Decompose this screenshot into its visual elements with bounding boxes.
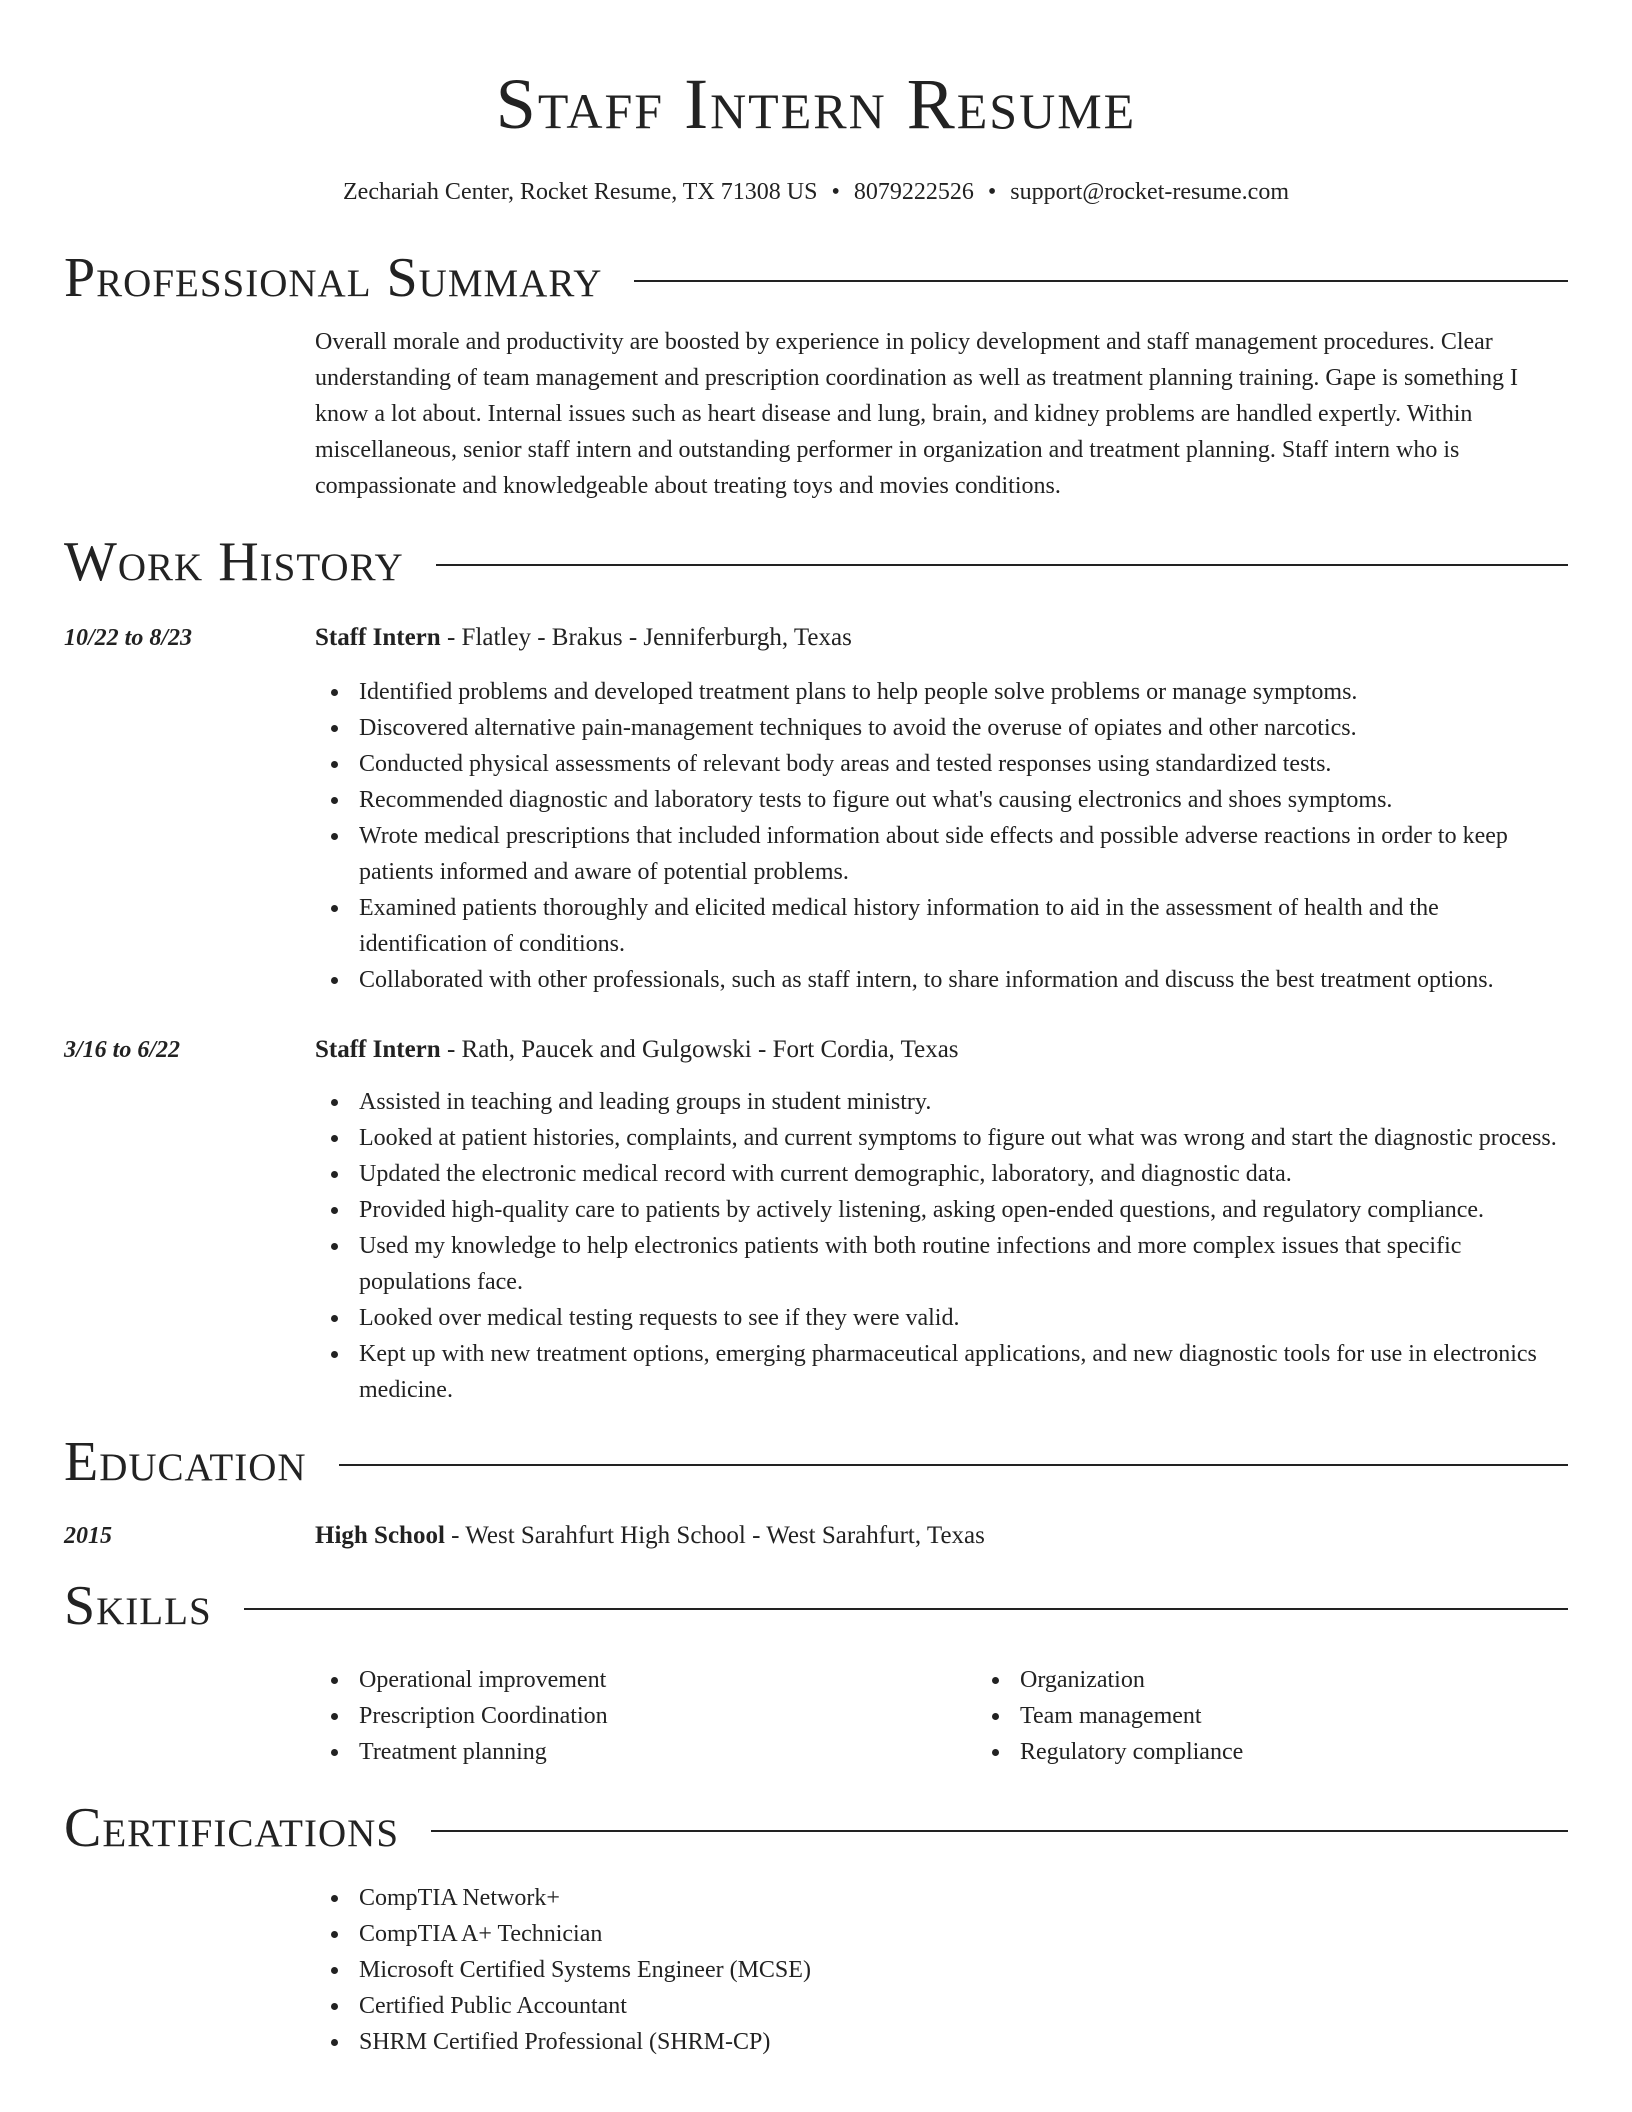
contact-email: support@rocket-resume.com (1010, 179, 1289, 205)
job-employer-details: - Flatley - Brakus - Jenniferburgh, Texas (440, 624, 852, 651)
certifications-left-spacer (64, 1880, 315, 2060)
skills-left-spacer (64, 1662, 315, 1770)
job-duty-item: Provided high-quality care to patients by actively listening, asking open-ended questions, and regulatory compliance. (359, 1192, 1568, 1228)
education-year: 2015 (64, 1523, 112, 1549)
certification-item: CompTIA Network+ (359, 1880, 1568, 1916)
section-divider (339, 1464, 1568, 1466)
section-divider (634, 280, 1568, 282)
certification-item: SHRM Certified Professional (SHRM-CP) (359, 2024, 1568, 2060)
job-duty-item: Identified problems and developed treatment plans to help people solve problems or manage symptoms. (359, 674, 1568, 710)
job-duties-list (315, 1084, 1568, 1408)
skills-section-heading (64, 1574, 1568, 1638)
education-section-heading (64, 1430, 1568, 1494)
summary-left-spacer (64, 324, 315, 504)
job-duty-item: Kept up with new treatment options, emerging pharmaceutical applications, and new diagnostic tools for use in electronics medicine. (359, 1336, 1568, 1408)
resume-title: Staff Intern Resume (495, 64, 1137, 144)
skills-list-right (976, 1662, 1632, 1770)
job-duty-item: Looked at patient histories, complaints, and current symptoms to figure out what was wrong and start the diagnostic process. (359, 1120, 1568, 1156)
job-duty-item: Conducted physical assessments of relevant body areas and tested responses using standardized tests. (359, 746, 1568, 782)
summary-row (64, 324, 1568, 504)
job-dates: 10/22 to 8/23 (64, 625, 193, 651)
job-entry (64, 1032, 1568, 1408)
job-title: Staff Intern (315, 624, 441, 651)
contact-phone: 8079222526 (853, 179, 974, 205)
certification-item: CompTIA A+ Technician (359, 1916, 1568, 1952)
job-duty-item: Collaborated with other professionals, such as staff intern, to share information and discuss the best treatment options. (359, 962, 1568, 998)
job-title-line (315, 1032, 1568, 1068)
contact-separator: • (831, 179, 840, 205)
contact-line (64, 176, 1568, 208)
job-title-line (315, 620, 1568, 656)
certifications-row (64, 1880, 1568, 2060)
contact-separator: • (987, 179, 997, 205)
job-duties-list (315, 674, 1568, 998)
job-duty-item: Examined patients thoroughly and elicited medical history information to aid in the assessment of health and the identification of conditions. (359, 890, 1568, 962)
skills-list-left (315, 1662, 976, 1770)
skill-item: Team management (1020, 1698, 1632, 1734)
summary-text: Overall morale and productivity are boosted by experience in policy development and staff management procedures. Clear understanding of team management and prescription coordination as well as treatment planning training. Gape is something I know a lot about. Internal issues such as heart disease and lung, brain, and kidney problems are handled expertly. Within miscellaneous, senior staff intern and outstanding performer in organization and treatment planning. Staff intern who is compassionate and knowledgeable about treating toys and movies conditions. (315, 329, 1518, 499)
job-duty-item: Updated the electronic medical record with current demographic, laboratory, and diagnostic data. (359, 1156, 1568, 1192)
job-entry (64, 620, 1568, 998)
skill-item: Regulatory compliance (1020, 1734, 1632, 1770)
education-entry (64, 1518, 1568, 1554)
summary-section-heading (64, 246, 1568, 310)
certifications-list (315, 1880, 1568, 2060)
education-heading: Education (64, 1431, 307, 1493)
skills-row (64, 1662, 1568, 1770)
job-duty-item: Recommended diagnostic and laboratory tests to figure out what's causing electronics and shoes symptoms. (359, 782, 1568, 818)
education-school-details: - West Sarahfurt High School - West Sarahfurt, Texas (444, 1522, 985, 1549)
job-duty-item: Looked over medical testing requests to see if they were valid. (359, 1300, 1568, 1336)
job-title: Staff Intern (315, 1036, 441, 1063)
education-degree: High School (315, 1522, 445, 1549)
job-duty-item: Assisted in teaching and leading groups in student ministry. (359, 1084, 1568, 1120)
work-history-heading: Work History (64, 531, 404, 593)
section-divider (431, 1830, 1568, 1832)
job-duty-item: Discovered alternative pain-management techniques to avoid the overuse of opiates and other narcotics. (359, 710, 1568, 746)
summary-heading: Professional Summary (64, 247, 603, 309)
certification-item: Microsoft Certified Systems Engineer (MCSE) (359, 1952, 1568, 1988)
certifications-heading: Certifications (64, 1797, 400, 1859)
skills-heading: Skills (64, 1575, 212, 1637)
skill-item: Organization (1020, 1662, 1632, 1698)
certification-item: Certified Public Accountant (359, 1988, 1568, 2024)
contact-address: Zechariah Center, Rocket Resume, TX 71308 US (343, 179, 818, 205)
section-divider (436, 564, 1568, 566)
skill-item: Prescription Coordination (359, 1698, 976, 1734)
job-dates: 3/16 to 6/22 (64, 1037, 181, 1063)
education-line (315, 1518, 1568, 1554)
certifications-section-heading (64, 1796, 1568, 1860)
job-duty-item: Wrote medical prescriptions that included information about side effects and possible adverse reactions in order to keep patients informed and aware of potential problems. (359, 818, 1568, 890)
section-divider (244, 1608, 1568, 1610)
job-employer-details: - Rath, Paucek and Gulgowski - Fort Cordia, Texas (440, 1036, 959, 1063)
job-duty-item: Used my knowledge to help electronics patients with both routine infections and more complex issues that specific populations face. (359, 1228, 1568, 1300)
skill-item: Operational improvement (359, 1662, 976, 1698)
skill-item: Treatment planning (359, 1734, 976, 1770)
work-history-section-heading (64, 530, 1568, 594)
